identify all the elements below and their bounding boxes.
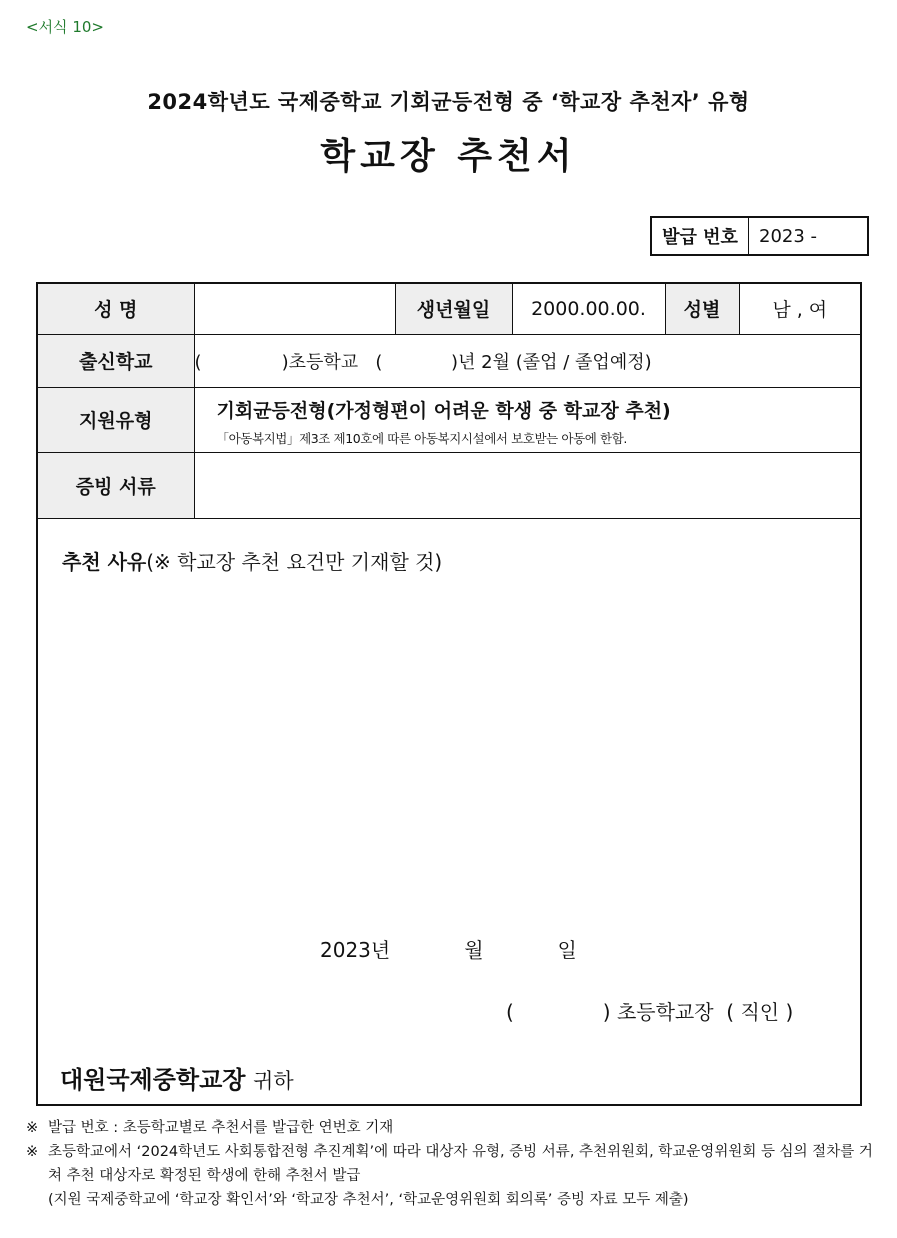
date-line — [320, 934, 577, 963]
form-code: <서식 10> — [26, 18, 104, 36]
type-label: 지원유형 — [38, 387, 194, 452]
note-mark: ※ — [26, 1144, 39, 1160]
school-label: 출신학교 — [38, 334, 194, 387]
footnotes — [26, 1116, 878, 1212]
issue-number-box — [650, 216, 869, 256]
recommendation-form — [36, 282, 862, 1106]
addressee-name: 대원국제중학교장 — [60, 1066, 246, 1094]
date-month: 월 — [464, 938, 484, 962]
applicant-info-table — [38, 284, 860, 519]
document-title: 학교장 추천서 — [320, 136, 577, 177]
birth-field[interactable]: 2000.00.00. — [512, 284, 665, 334]
issue-number-label: 발급 번호 — [652, 218, 749, 254]
birth-label: 생년월일 — [395, 284, 512, 334]
gender-label: 성별 — [665, 284, 739, 334]
document-subtitle: 2024학년도 국제중학교 기회균등전형 중 ‘학교장 추천자’ 유형 — [147, 90, 750, 114]
type-main-text: 기회균등전형(가정형편이 어려운 학생 중 학교장 추천) — [216, 400, 671, 422]
type-note-text: 「아동복지법」제3조 제10호에 따른 아동복지시설에서 보호받는 아동에 한함. — [216, 431, 627, 446]
note-text: 초등학교에서 ‘2024학년도 사회통합전형 추진계획’에 따라 대상자 유형, 증빙 서류, 추천위원회, 학교운영위원회 등 심의 절차를 거쳐 추천 대상자로 확정된 학생에 한해 추천서 발급 — [48, 1144, 873, 1184]
note-text: 발급 번호 : 초등학교별로 추천서를 발급한 연번호 기재 — [48, 1120, 394, 1136]
signature-line: ( ) 초등학교장 ( 직인 ) — [506, 1000, 794, 1024]
type-field — [194, 387, 860, 452]
footnote-item — [26, 1188, 878, 1212]
footnote-item — [26, 1140, 878, 1188]
name-field[interactable] — [194, 284, 395, 334]
school-field[interactable]: ( )초등학교 ( )년 2월 (졸업 / 졸업예정) — [194, 334, 860, 387]
reason-label — [62, 546, 442, 575]
note-mark — [26, 1188, 48, 1212]
gender-field[interactable]: 남 , 여 — [739, 284, 860, 334]
docs-label: 증빙 서류 — [38, 452, 194, 518]
note-mark: ※ — [26, 1120, 39, 1136]
issue-number-field[interactable]: 2023 - — [759, 225, 818, 247]
addressee-suffix: 귀하 — [253, 1069, 294, 1093]
footnote-item — [26, 1116, 878, 1140]
note-text: (지원 국제중학교에 ‘학교장 확인서’와 ‘학교장 추천서’, ‘학교운영위원회 회의록’ 증빙 자료 모두 제출) — [48, 1192, 689, 1208]
reason-label-note: (※ 학교장 추천 요건만 기재할 것) — [146, 550, 443, 574]
date-year: 2023년 — [320, 938, 391, 962]
reason-label-title: 추천 사유 — [62, 550, 147, 574]
date-day: 일 — [557, 938, 577, 962]
addressee — [60, 1060, 294, 1095]
docs-field[interactable] — [194, 452, 860, 518]
name-label: 성 명 — [38, 284, 194, 334]
